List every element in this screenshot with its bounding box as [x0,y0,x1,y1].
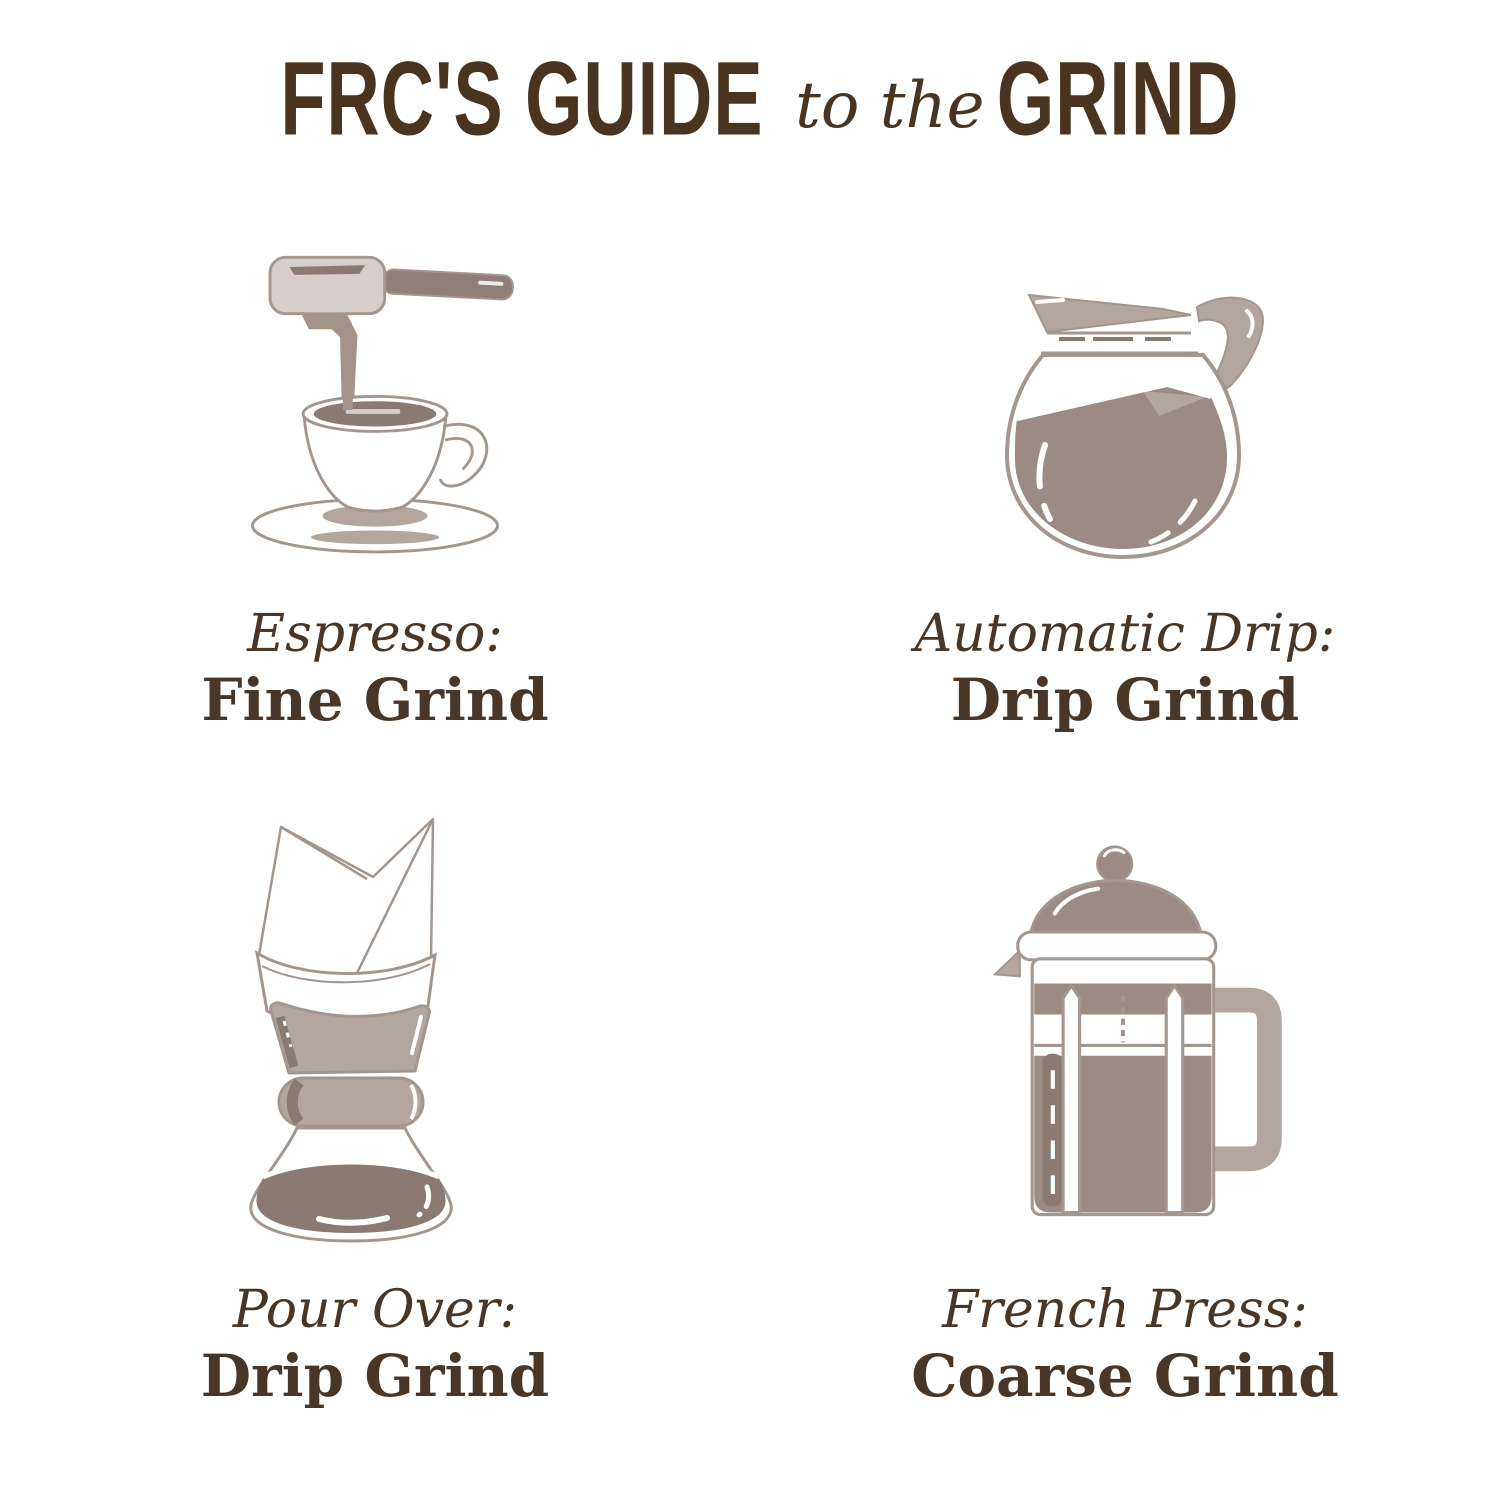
guide-item-espresso [0,179,750,735]
title-part-2: GRIND [996,40,1239,158]
guide-item-pour-over [0,735,750,1411]
coffee-carafe-icon [955,269,1295,569]
method-label-pour-over: Pour Over: [232,1280,518,1340]
grind-label-espresso: Fine Grind [201,666,549,734]
grind-label-pour-over: Drip Grind [200,1342,550,1410]
page-title [0,40,1500,158]
pour-over-chemex-icon [235,805,515,1245]
grind-label-automatic-drip: Drip Grind [950,666,1300,734]
method-label-french-press: French Press: [942,1280,1308,1340]
title-part-1: FRC'S GUIDE [280,40,764,158]
method-label-automatic-drip: Automatic Drip: [914,604,1336,664]
espresso-cup-icon [200,234,550,569]
guide-grid [0,179,1500,1411]
guide-item-automatic-drip [750,179,1500,735]
title-script: to the [795,68,985,143]
french-press-icon [960,833,1290,1246]
method-label-espresso: Espresso: [247,604,503,664]
grind-label-french-press: Coarse Grind [911,1342,1339,1410]
guide-item-french-press [750,735,1500,1411]
